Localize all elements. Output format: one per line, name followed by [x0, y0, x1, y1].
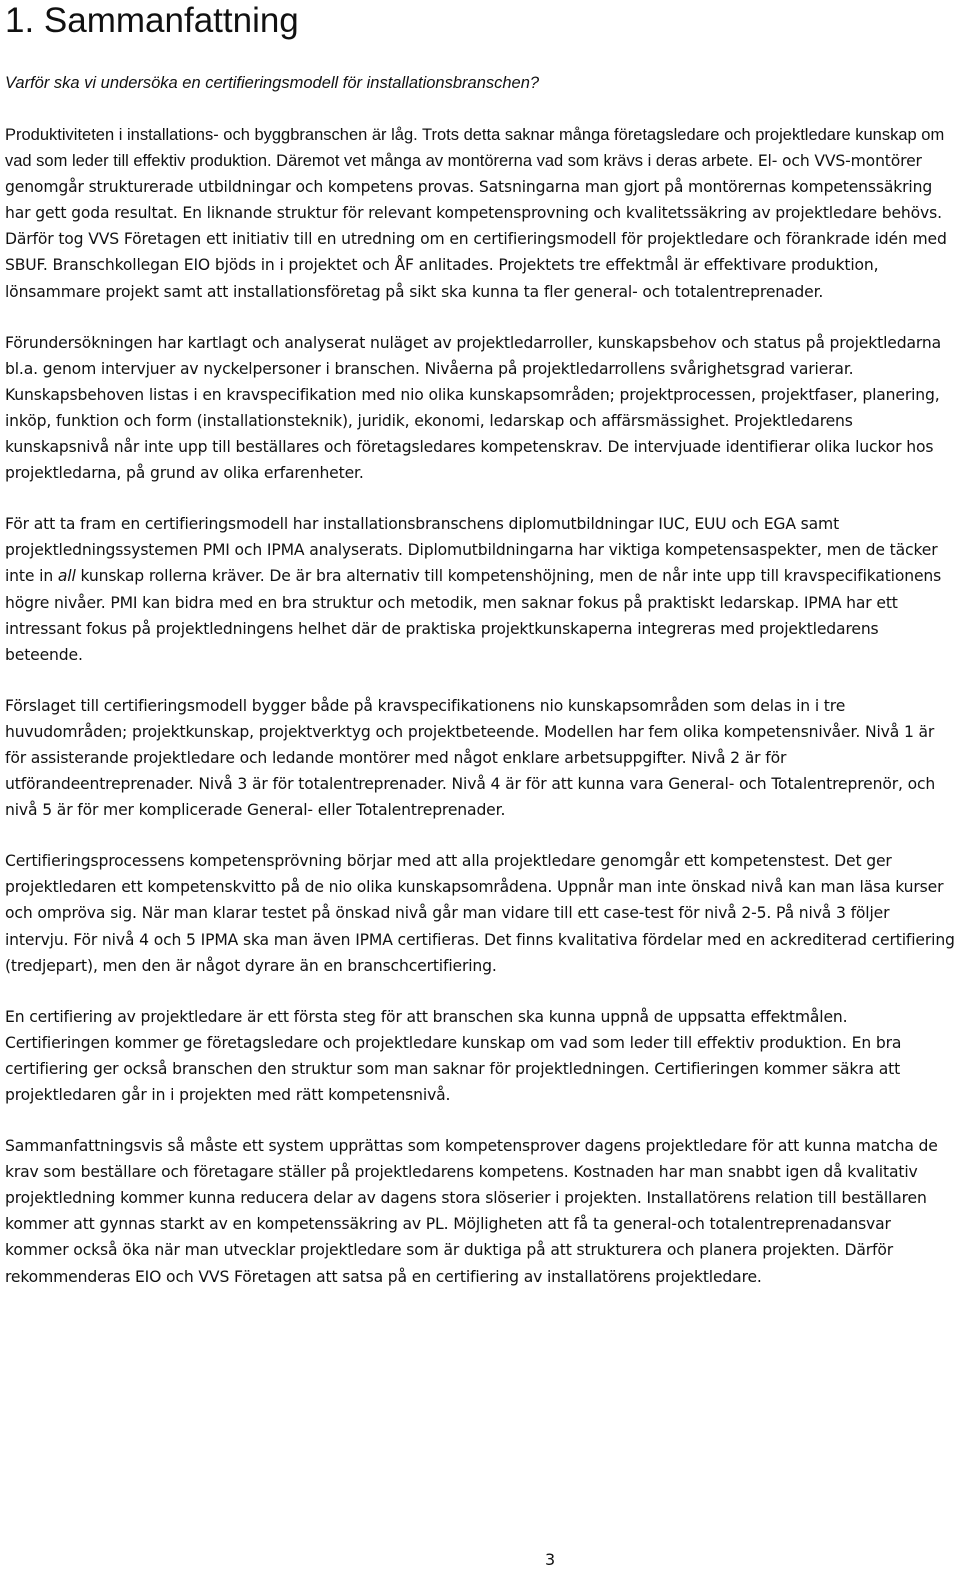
paragraph-6: En certifiering av projektledare är ett första steg för att branschen ska kunna uppnå de uppsatta effektmålen. Certifieringen kommer ge företagsledare och projektledare kunskap om vad som leder till effektiv produktion. En bra certifiering ger också branschen den struktur som man saknar för projektledningen. Certifieringen kommer säkra att projektledaren går in i projekten med rätt kompetensnivå.: [5, 1007, 902, 1104]
paragraph-1-body: El- och VVS-montörer genomgår strukturerade utbildningar och kompetens provas. Satsningarna man gjort på montörernas kompetenssäkring har gett goda resultat. En liknande struktur för relevant kompetensprovning och kvalitetssäkring av projektledare behövs. Därför tog VVS Företagen ett initiativ till en utredning om en certifieringsmodell för projektledare och förankrade idén med SBUF. Branschkollegan EIO bjöds in i projektet och ÅF anlitades. Projektets tre effektmål är effektivare produktion, lönsammare projekt samt att installationsföretag på sikt ska kunna ta fler general- och totalentreprenader.: [5, 152, 947, 301]
paragraph-3-start: För att ta fram en certifieringsmodell har installationsbranschens diplomutbildningar IUC, EUU och EGA samt projektledningssystemen PMI och IPMA analyserats. Diplomutbildningarna har viktiga kompetensaspekter, men de täcker inte in: [5, 515, 938, 586]
paragraph-3: [5, 511, 955, 668]
paragraph-1: [5, 122, 955, 305]
paragraph-5: Certifieringsprocessens kompetensprövning börjar med att alla projektledare genomgår ett kompetenstest. Det ger projektledaren ett kompetenskvitto på de nio olika kunskapsområdena. Uppnår man inte önskad nivå kan man läsa kurser och ompröva sig. När man klarar testet på önskad nivå går man vidare till ett case-test för nivå 2-5. På nivå 3 följer intervju. För nivå 4 och 5 IPMA ska man även IPMA certifieras. Det finns kvalitativa fördelar med en ackrediterad certifiering (tredjepart), men den är något dyrare än en branschcertifiering.: [5, 852, 955, 975]
section-heading: 1. Sammanfattning: [5, 1, 299, 40]
paragraph-4: Förslaget till certifieringsmodell bygger både på kravspecifikationens nio kunskapsområden som delas in i tre huvudområden; projektkunskap, projektverktyg och projektbeteende. Modellen har fem olika kompetensnivåer. Nivå 1 är för assisterande projektledare och ledande montörer med något enklare arbetsuppgifter. Nivå 2 är för utförandeentreprenader. Nivå 3 är för totalentreprenader. Nivå 4 är för att kunna vara General- och Totalentreprenör, och nivå 5 är för mer komplicerade General- eller Totalentreprenader.: [5, 696, 936, 820]
page-number: 3: [545, 1550, 556, 1569]
paragraph-3-emphasis: all: [57, 567, 76, 586]
paragraph-3-end: kunskap rollerna kräver. De är bra alternativ till kompetenshöjning, men de når inte upp till kravspecifikationens högre nivåer. PMI kan bidra med en bra struktur och metodik, men saknar fokus på praktiskt ledarskap. IPMA har ett intressant fokus på projektledningens helhet där de praktiska projektkunskaperna integreras med projektledarens beteende.: [5, 567, 942, 664]
paragraph-2: Förundersökningen har kartlagt och analyserat nuläget av projektledarroller, kunskapsbehov och status på projektledarna bl.a. genom intervjuer av nyckelpersoner i branschen. Nivåerna på projektledarrollens svårighetsgrad varierar. Kunskapsbehoven listas i en kravspecifikation med nio olika kunskapsområden; projektprocessen, projektfaser, planering, inköp, funktion och form (installationsteknik), juridik, ekonomi, ledarskap och affärsmässighet. Projektledarens kunskapsnivå når inte upp till beställares och företagsledares kompetenskrav. De intervjuade identifierar olika luckor hos projektledarna, på grund av olika erfarenheter.: [5, 333, 941, 483]
document-page: [5, 0, 955, 1290]
paragraph-7: Sammanfattningsvis så måste ett system upprättas som kompetensprover dagens projektledare för att kunna matcha de krav som beställare och företagare ställer på projektledarens kompetens. Kostnaden har man snabbt igen då kvalitativ projektledning kommer kunna reducera delar av dagens stora slöserier i projekten. Installatörens relation till beställaren kommer att gynnas starkt av en kompetenssäkring av PL. Möjligheten att få ta general-och totalentreprenadansvar kommer också öka när man utvecklar projektledare som är duktiga på att strukturera och planera projekten. Därför rekommenderas EIO och VVS Företagen att satsa på en certifiering av installatörens projektledare.: [5, 1137, 938, 1286]
paragraph-1-intro: Produktiviteten i installations- och byggbranschen är låg. Trots detta saknar många företagsledare och projektledare kunskap om vad som leder till effektiv produktion. Däremot vet många av montörerna vad som krävs i deras arbete.: [5, 126, 945, 171]
question-subtitle: Varför ska vi undersöka en certifieringsmodell för installationsbranschen?: [5, 74, 540, 92]
